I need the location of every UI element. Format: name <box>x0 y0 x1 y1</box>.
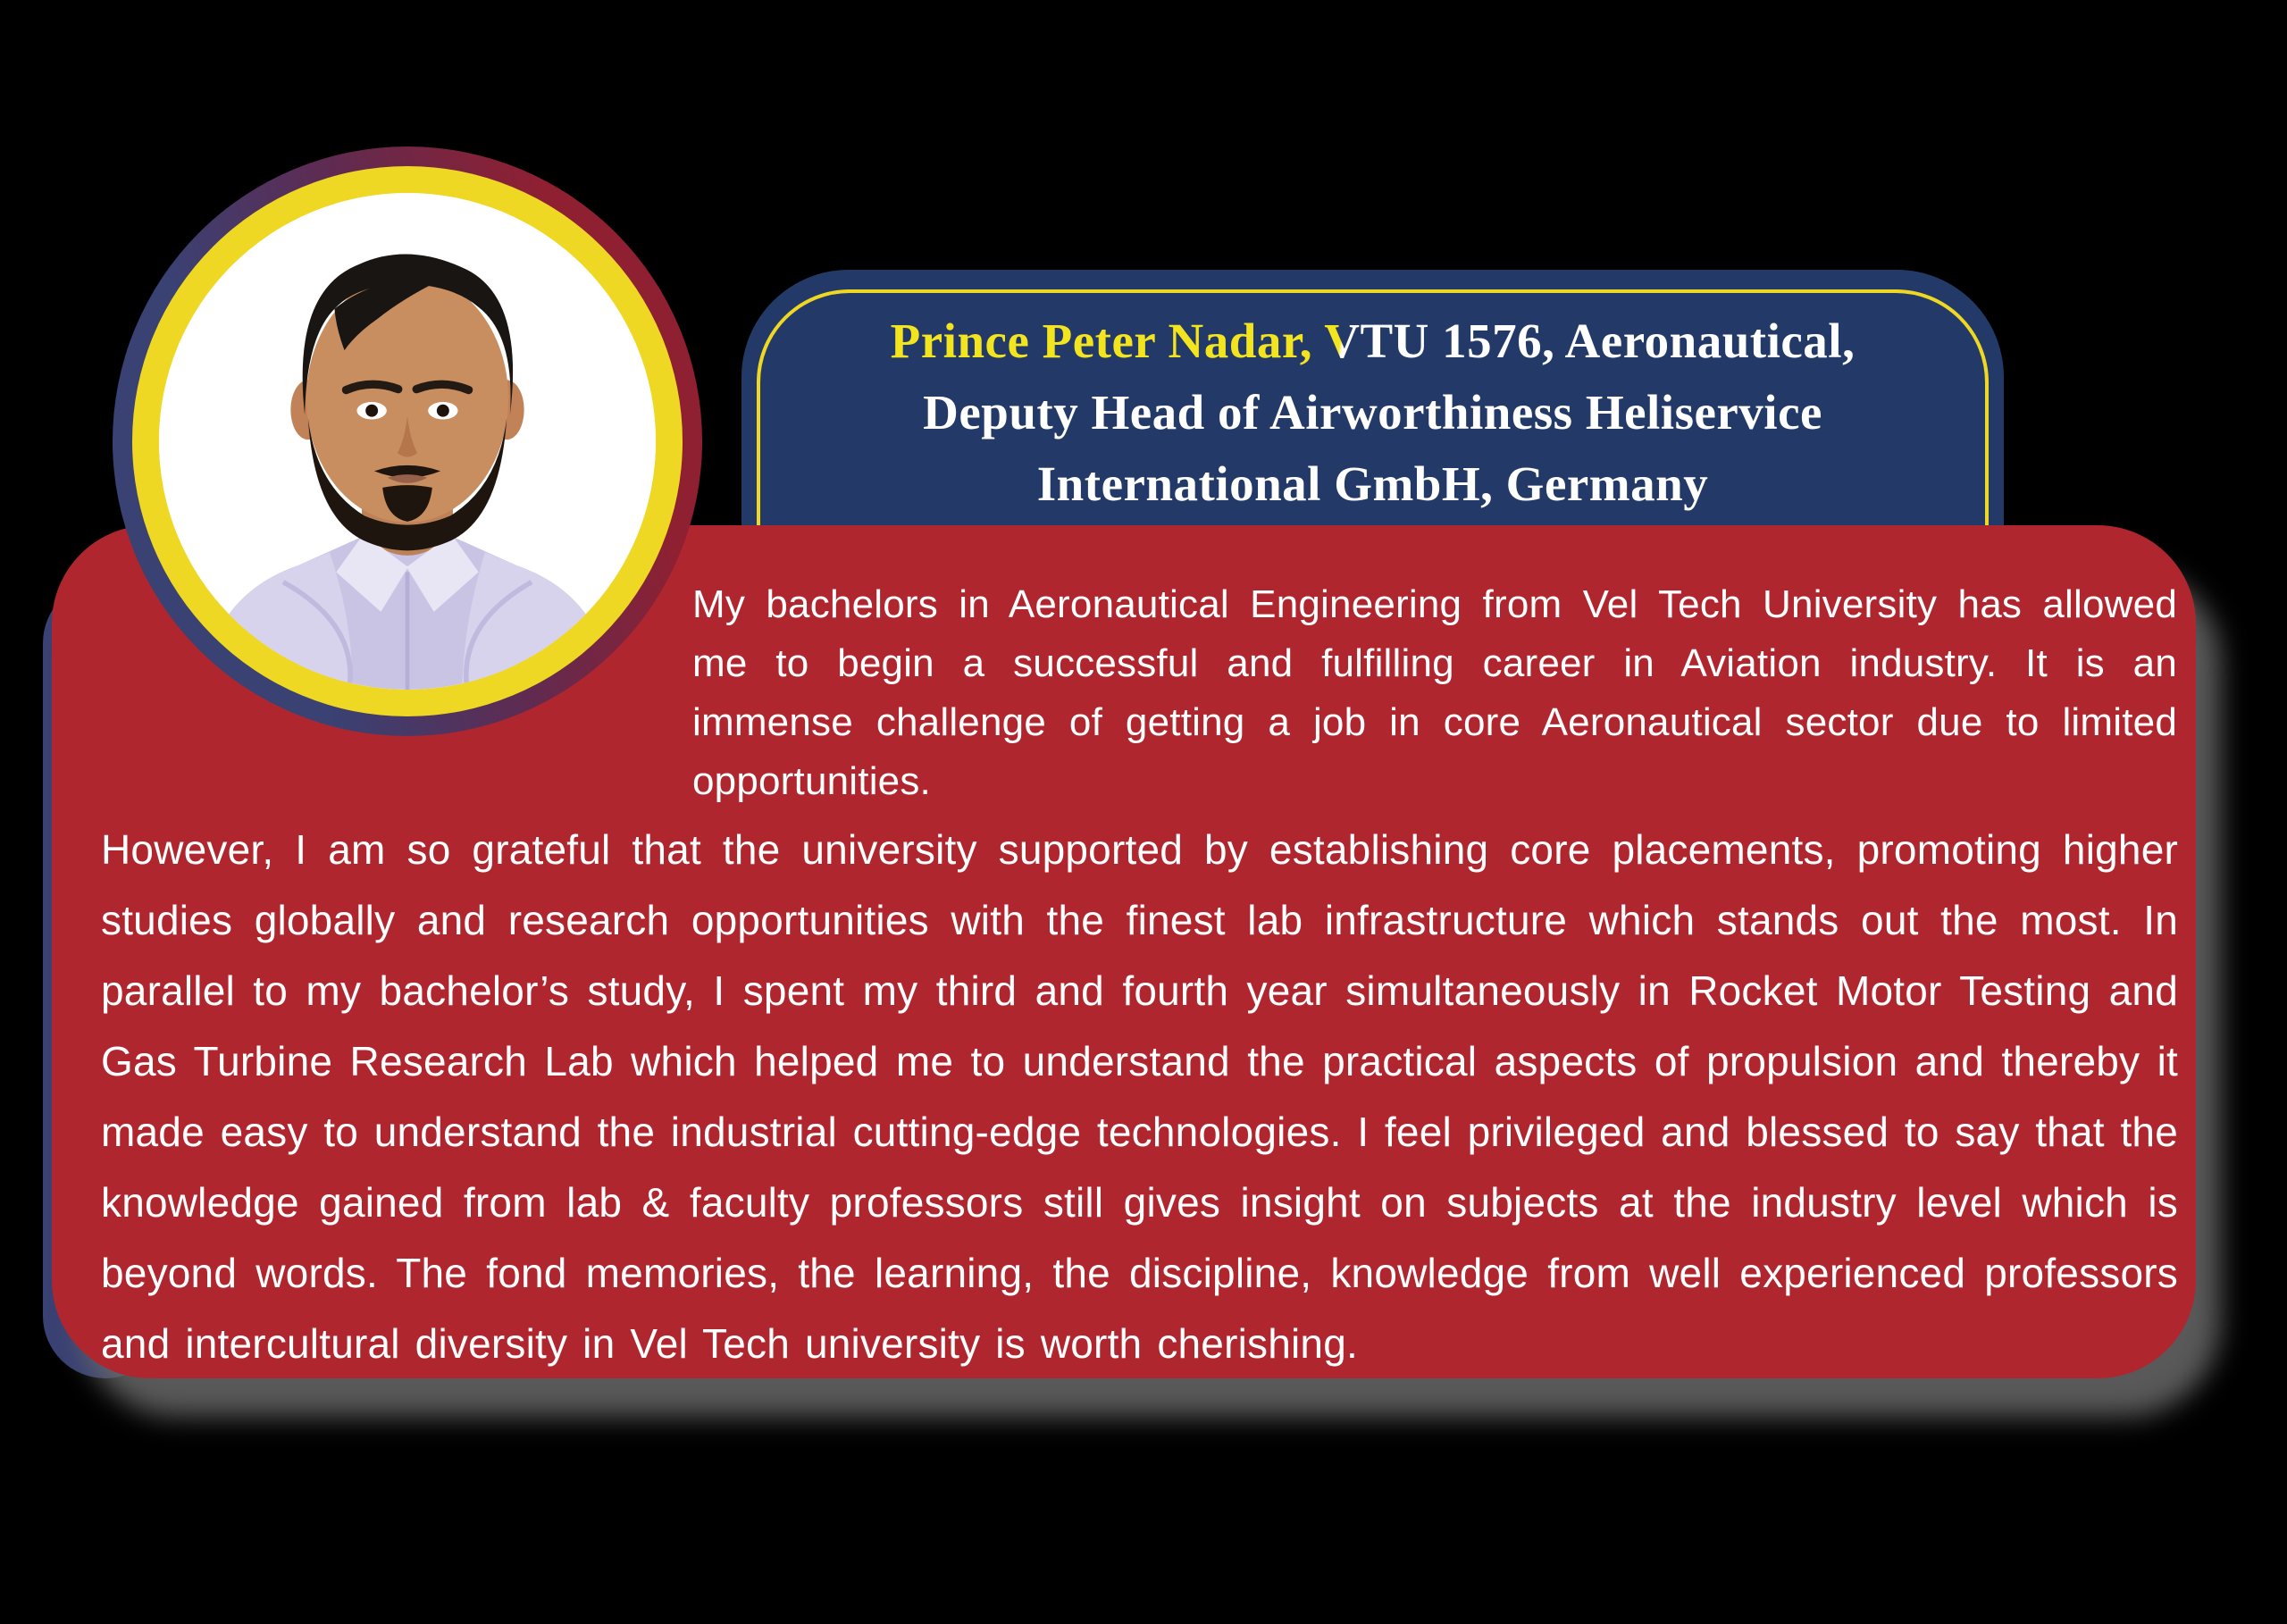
alumnus-name: Prince Peter Nadar, <box>890 314 1325 368</box>
alumnus-id-department: TU 1576, Aeronautical, <box>1360 314 1856 368</box>
profile-photo-illustration <box>159 193 656 690</box>
profile-photo <box>159 193 656 690</box>
alumnus-name-split-letter: V <box>1324 314 1361 368</box>
alumnus-designation: Deputy Head of Airworthiness Heliservice <box>923 385 1822 439</box>
testimonial-paragraph-2: However, I am so grateful that the university supported by establishing core placements, promoting higher studies globally and research opportunities with the finest lab infrastructure which stands out the most. In parallel to my bachelor’s study, I spent my third and fourth year simultaneously in Rocket Motor Testing and Gas Turbine Research Lab which helped me to understand the practical aspects of propulsion and thereby it made easy to understand the industrial cutting-edge technologies. I feel privileged and blessed to say that the knowledge gained from lab & faculty professors still gives insight on subjects at the industry level which is beyond words. The fond memories, the learning, the discipline, knowledge from well experienced professors and intercultural diversity in Vel Tech university is worth cherishing. <box>101 826 2178 1367</box>
testimonial-paragraph-1: My bachelors in Aeronautical Engineering from Vel Tech University has allowed me to begin a successful and fulfilling career in Aviation industry. It is an immense challenge of getting a job in core Aeronautical sector due to limited opportunities. <box>692 582 2177 803</box>
alumnus-company-location: International GmbH, Germany <box>1036 456 1709 511</box>
profile-photo-ring <box>113 146 702 736</box>
alumnus-name-title <box>768 306 1977 520</box>
profile-photo-yellow-ring <box>132 166 683 716</box>
